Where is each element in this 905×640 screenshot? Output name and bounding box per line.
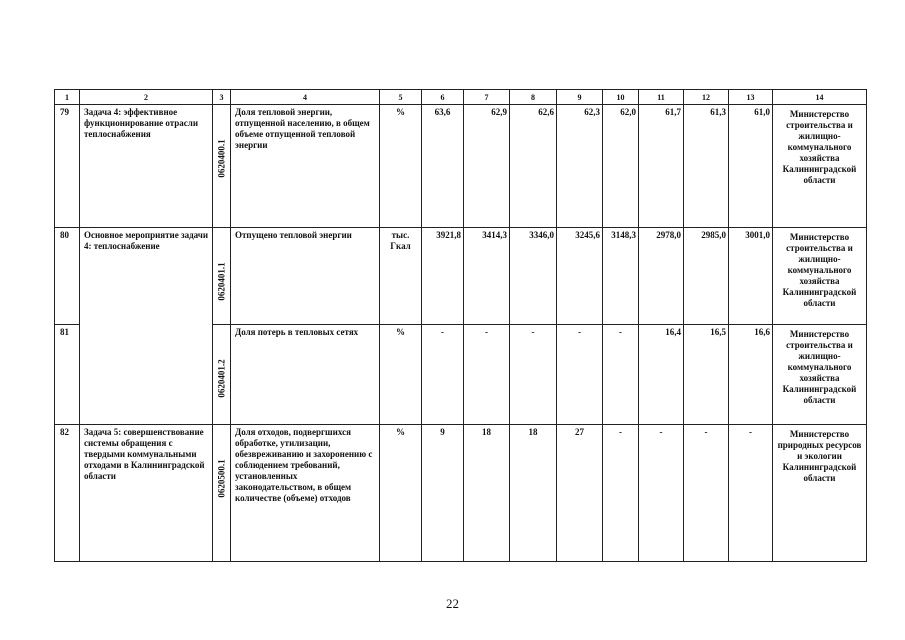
column-number: 5 <box>380 90 422 105</box>
value-cell: 3148,3 <box>603 228 639 325</box>
value-cell: 3245,6 <box>557 228 603 325</box>
column-number: 7 <box>464 90 510 105</box>
indicator-code: 0620400.1 <box>216 139 226 178</box>
task-cell: Задача 5: совершенствование системы обращения с твердыми коммунальными отходами в Калининградской области <box>80 425 213 562</box>
code-cell <box>213 325 231 425</box>
value-cell: 62,6 <box>510 105 557 228</box>
table-row <box>55 228 867 325</box>
unit-cell: % <box>380 325 422 425</box>
value-cell: 9 <box>422 425 464 562</box>
value-cell: - <box>464 325 510 425</box>
row-number: 81 <box>55 325 80 425</box>
value-cell: 63,6 <box>422 105 464 228</box>
code-cell <box>213 228 231 325</box>
code-cell <box>213 105 231 228</box>
value-cell: - <box>422 325 464 425</box>
column-number: 8 <box>510 90 557 105</box>
column-number: 11 <box>639 90 684 105</box>
indicator-code: 0620500.1 <box>216 459 226 498</box>
value-cell: 27 <box>557 425 603 562</box>
column-number: 9 <box>557 90 603 105</box>
row-number: 80 <box>55 228 80 325</box>
value-cell: 18 <box>510 425 557 562</box>
unit-cell: % <box>380 105 422 228</box>
column-number: 2 <box>80 90 213 105</box>
responsible-cell: Министерство строительства и жилищно-коммунального хозяйства Калининградской области <box>773 228 867 325</box>
responsible-cell: Министерство строительства и жилищно-коммунального хозяйства Калининградской области <box>773 105 867 228</box>
table-row <box>55 425 867 562</box>
value-cell: 62,9 <box>464 105 510 228</box>
value-cell: - <box>603 425 639 562</box>
task-cell: Основное мероприятие задачи 4: теплоснабжение <box>80 228 213 425</box>
value-cell: - <box>603 325 639 425</box>
column-number: 14 <box>773 90 867 105</box>
row-number: 82 <box>55 425 80 562</box>
value-cell: 3001,0 <box>729 228 773 325</box>
value-cell: 16,4 <box>639 325 684 425</box>
unit-cell: тыс. Гкал <box>380 228 422 325</box>
indicator-code: 0620401.2 <box>216 359 226 398</box>
value-cell: - <box>639 425 684 562</box>
indicator-cell: Отпущено тепловой энергии <box>231 228 380 325</box>
task-cell: Задача 4: эффективное функционирование отрасли теплоснабжения <box>80 105 213 228</box>
value-cell: 16,5 <box>684 325 729 425</box>
column-number: 12 <box>684 90 729 105</box>
indicator-cell: Доля отходов, подвергшихся обработке, утилизации, обезвреживанию и захоронению с соблюдением требований, установленных законодательством, в общем количестве (объеме) отходов <box>231 425 380 562</box>
value-cell: 3414,3 <box>464 228 510 325</box>
value-cell: 2985,0 <box>684 228 729 325</box>
value-cell: 16,6 <box>729 325 773 425</box>
row-number: 79 <box>55 105 80 228</box>
value-cell: 2978,0 <box>639 228 684 325</box>
column-number-header-row <box>55 90 867 105</box>
value-cell: - <box>510 325 557 425</box>
indicators-table <box>54 89 867 562</box>
value-cell: 18 <box>464 425 510 562</box>
column-number: 10 <box>603 90 639 105</box>
indicator-cell: Доля тепловой энергии, отпущенной населению, в общем объеме отпущенной тепловой энергии <box>231 105 380 228</box>
value-cell: 61,7 <box>639 105 684 228</box>
column-number: 3 <box>213 90 231 105</box>
value-cell: 3921,8 <box>422 228 464 325</box>
value-cell: - <box>729 425 773 562</box>
value-cell: 3346,0 <box>510 228 557 325</box>
value-cell: - <box>557 325 603 425</box>
responsible-cell: Министерство природных ресурсов и экологии Калининградской области <box>773 425 867 562</box>
page-number: 22 <box>446 596 459 611</box>
unit-cell: % <box>380 425 422 562</box>
column-number: 6 <box>422 90 464 105</box>
responsible-cell: Министерство строительства и жилищно-коммунального хозяйства Калининградской области <box>773 325 867 425</box>
value-cell: 62,3 <box>557 105 603 228</box>
column-number: 1 <box>55 90 80 105</box>
code-cell <box>213 425 231 562</box>
value-cell: - <box>684 425 729 562</box>
column-number: 13 <box>729 90 773 105</box>
value-cell: 61,3 <box>684 105 729 228</box>
table-row <box>55 105 867 228</box>
column-number: 4 <box>231 90 380 105</box>
value-cell: 61,0 <box>729 105 773 228</box>
value-cell: 62,0 <box>603 105 639 228</box>
indicator-cell: Доля потерь в тепловых сетях <box>231 325 380 425</box>
indicator-code: 0620401.1 <box>216 262 226 301</box>
